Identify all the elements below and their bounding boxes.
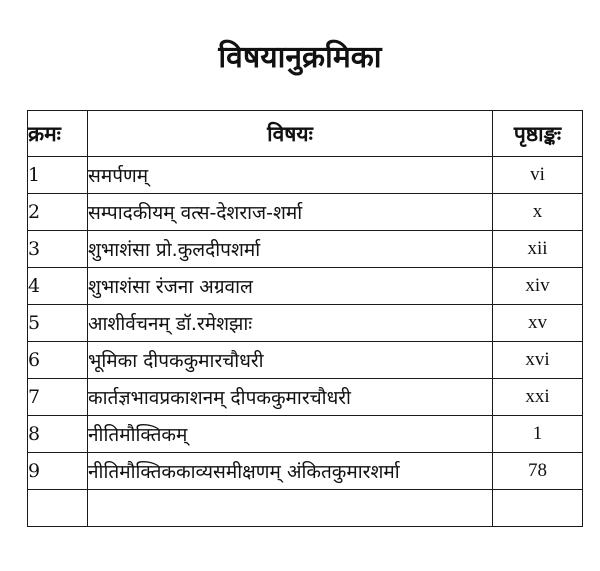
- row-subject: नीतिमौक्तिककाव्यसमीक्षणम् अंकितकुमारशर्मा: [88, 453, 493, 490]
- row-subject: कार्तज्ञभावप्रकाशनम् दीपककुमारचौधरी: [88, 379, 493, 416]
- row-subject: शुभाशंसा प्रो.कुलदीपशर्मा: [88, 231, 493, 268]
- row-page: xii: [493, 231, 583, 268]
- empty-cell: [88, 490, 493, 527]
- table-header-row: [28, 111, 583, 157]
- empty-table-row: [28, 490, 583, 527]
- table-row: [28, 268, 583, 305]
- header-number: क्रमः: [28, 111, 88, 157]
- empty-cell: [28, 490, 88, 527]
- row-page: xv: [493, 305, 583, 342]
- row-number: 7: [28, 379, 88, 416]
- row-subject: नीतिमौक्तिकम्: [88, 416, 493, 453]
- row-number: 1: [28, 157, 88, 194]
- table-row: [28, 157, 583, 194]
- empty-cell: [493, 490, 583, 527]
- row-number: 5: [28, 305, 88, 342]
- row-subject: समर्पणम्: [88, 157, 493, 194]
- table-row: [28, 194, 583, 231]
- row-page: xvi: [493, 342, 583, 379]
- row-number: 2: [28, 194, 88, 231]
- row-number: 3: [28, 231, 88, 268]
- row-page: xiv: [493, 268, 583, 305]
- row-number: 4: [28, 268, 88, 305]
- table-row: [28, 379, 583, 416]
- row-page: xxi: [493, 379, 583, 416]
- header-subject: विषयः: [88, 111, 493, 157]
- row-subject: शुभाशंसा रंजना अग्रवाल: [88, 268, 493, 305]
- row-page: 78: [493, 453, 583, 490]
- row-number: 9: [28, 453, 88, 490]
- row-page: 1: [493, 416, 583, 453]
- row-subject: भूमिका दीपककुमारचौधरी: [88, 342, 493, 379]
- contents-table: [27, 110, 583, 527]
- table-row: [28, 305, 583, 342]
- table-row: [28, 231, 583, 268]
- table-row: [28, 416, 583, 453]
- page-title: विषयानुक्रमिका: [218, 40, 382, 75]
- row-page: x: [493, 194, 583, 231]
- row-subject: सम्पादकीयम् वत्स-देशराज-शर्मा: [88, 194, 493, 231]
- table-row: [28, 453, 583, 490]
- row-subject: आशीर्वचनम् डॉ.रमेशझाः: [88, 305, 493, 342]
- table-row: [28, 342, 583, 379]
- row-number: 8: [28, 416, 88, 453]
- header-page: पृष्ठाङ्कः: [493, 111, 583, 157]
- row-number: 6: [28, 342, 88, 379]
- row-page: vi: [493, 157, 583, 194]
